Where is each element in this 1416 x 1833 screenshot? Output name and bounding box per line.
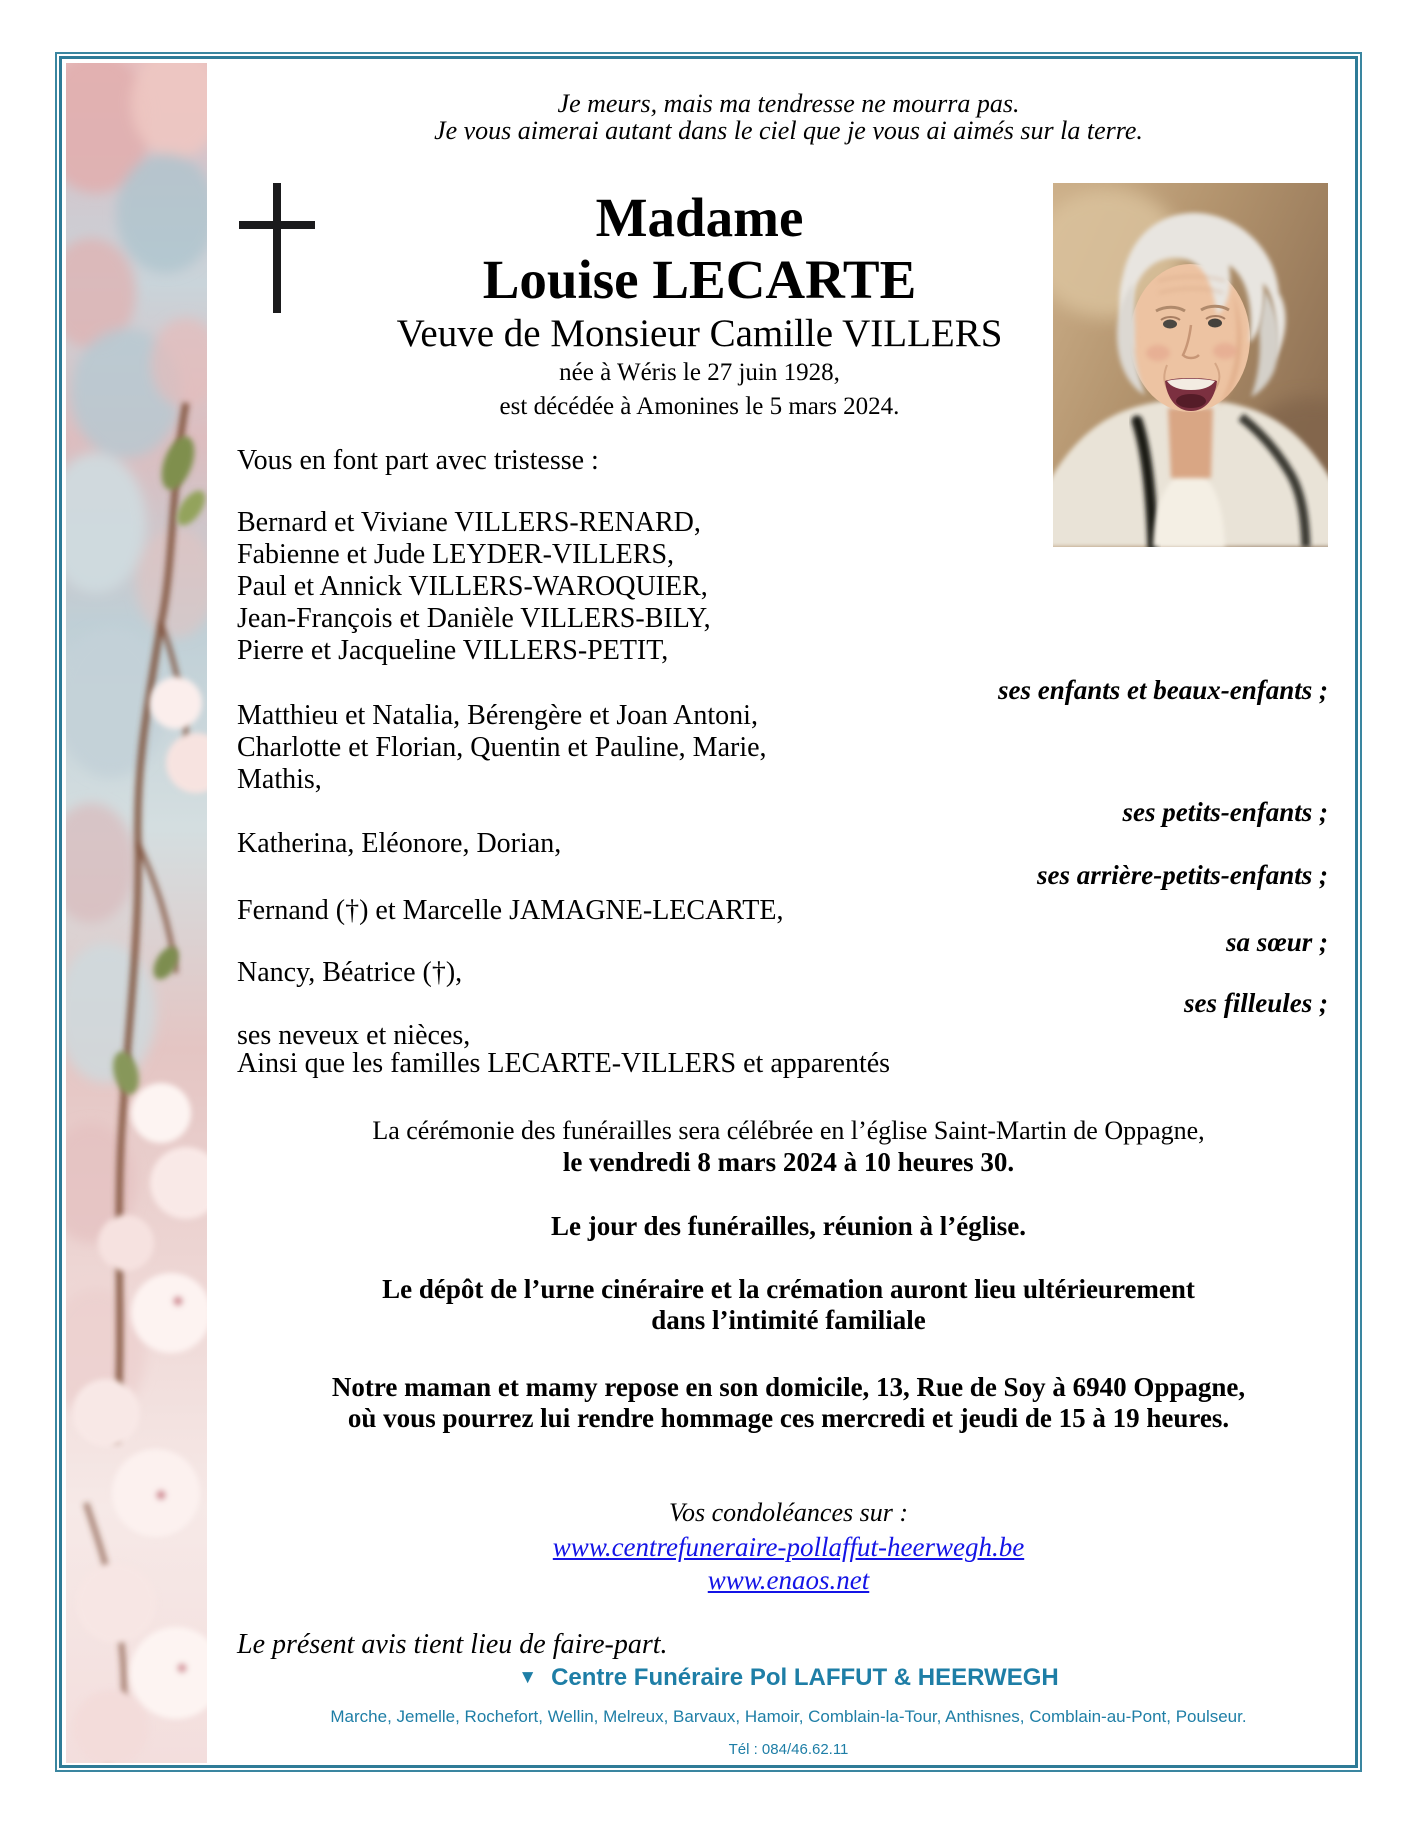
deceased-title: Madame <box>595 187 804 248</box>
child-line: Paul et Annick VILLERS-WAROQUIER, <box>237 571 708 602</box>
great-grandchildren-label: ses arrière-petits-enfants ; <box>1037 860 1328 890</box>
birth-line: née à Wéris le 27 juin 1928, <box>559 359 840 386</box>
death-line: est décédée à Amonines le 5 mars 2024. <box>499 393 900 420</box>
quote-line-1: Je meurs, mais ma tendresse ne mourra pas. <box>557 89 1020 118</box>
condolence-link-2-row <box>237 1564 1340 1597</box>
child-line: Pierre et Jacqueline VILLERS-PETIT, <box>237 635 669 666</box>
condolence-link-1-row <box>237 1531 1340 1564</box>
repose-line-2: où vous pourrez lui rendre hommage ces mercredi et jeudi de 15 à 19 heures. <box>347 1403 1230 1433</box>
funeral-home-name-row <box>237 1663 1340 1692</box>
announcement-intro: Vous en font part avec tristesse : <box>237 445 599 476</box>
grandchild-line: Matthieu et Natalia, Bérengère et Joan Antoni, <box>237 700 758 731</box>
goddaughters-line: Nancy, Béatrice (†), <box>237 957 463 988</box>
goddaughters-label: ses filleules ; <box>1184 988 1328 1018</box>
repose-line-1: Notre maman et mamy repose en son domicile, 13, Rue de Soy à 6940 Oppagne, <box>331 1372 1246 1402</box>
notice-line: Le présent avis tient lieu de faire-part. <box>237 1629 668 1660</box>
sister-label: sa sœur ; <box>1225 927 1328 957</box>
sister-line: Fernand (†) et Marcelle JAMAGNE-LECARTE, <box>237 895 784 926</box>
ceremony-meeting-line: Le jour des funérailles, réunion à l’église. <box>551 1211 1026 1241</box>
ceremony-line-2: le vendredi 8 mars 2024 à 10 heures 30. <box>562 1147 1015 1177</box>
condolence-link-1[interactable]: www.centrefuneraire-pollaffut-heerwegh.be <box>552 1532 1025 1562</box>
urn-line-2: dans l’intimité familiale <box>651 1305 926 1335</box>
children-label: ses enfants et beaux-enfants ; <box>998 675 1328 705</box>
condolences-label: Vos condoléances sur : <box>668 1498 908 1527</box>
blossom-strip-image <box>66 63 207 1763</box>
child-line: Jean-François et Danièle VILLERS-BILY, <box>237 603 711 634</box>
quote-line-2: Je vous aimerai autant dans le ciel que je vous ai aimés sur la terre. <box>434 116 1143 145</box>
great-grandchildren-line: Katherina, Eléonore, Dorian, <box>237 828 562 859</box>
condolence-link-2[interactable]: www.enaos.net <box>707 1565 870 1595</box>
grandchildren-label: ses petits-enfants ; <box>1122 797 1328 827</box>
urn-line-1: Le dépôt de l’urne cinéraire et la crémation auront lieu ultérieurement <box>382 1274 1195 1304</box>
child-line: Fabienne et Jude LEYDER-VILLERS, <box>237 539 675 570</box>
child-line: Bernard et Viviane VILLERS-RENARD, <box>237 507 701 538</box>
grandchild-line: Mathis, <box>237 764 322 795</box>
families-line: Ainsi que les familles LECARTE-VILLERS et apparentés <box>237 1048 891 1079</box>
funeral-home-logo-icon: ▼ <box>518 1667 538 1688</box>
funeral-home-cities: Marche, Jemelle, Rochefort, Wellin, Melreux, Barvaux, Hamoir, Comblain-la-Tour, Anthisnes, Comblain-au-Pont, Poulseur. <box>330 1707 1247 1726</box>
nephews-line: ses neveux et nièces, <box>237 1020 471 1051</box>
grandchild-line: Charlotte et Florian, Quentin et Pauline, Marie, <box>237 732 767 763</box>
funeral-home-name: Centre Funéraire Pol LAFFUT & HEERWEGH <box>551 1664 1059 1691</box>
deceased-name: Louise LECARTE <box>482 249 917 310</box>
deceased-relation: Veuve de Monsieur Camille VILLERS <box>396 312 1003 355</box>
funeral-home-phone: Tél : 084/46.62.11 <box>728 1741 849 1758</box>
ceremony-line-1: La cérémonie des funérailles sera célébrée en l’église Saint-Martin de Oppagne, <box>372 1116 1205 1145</box>
